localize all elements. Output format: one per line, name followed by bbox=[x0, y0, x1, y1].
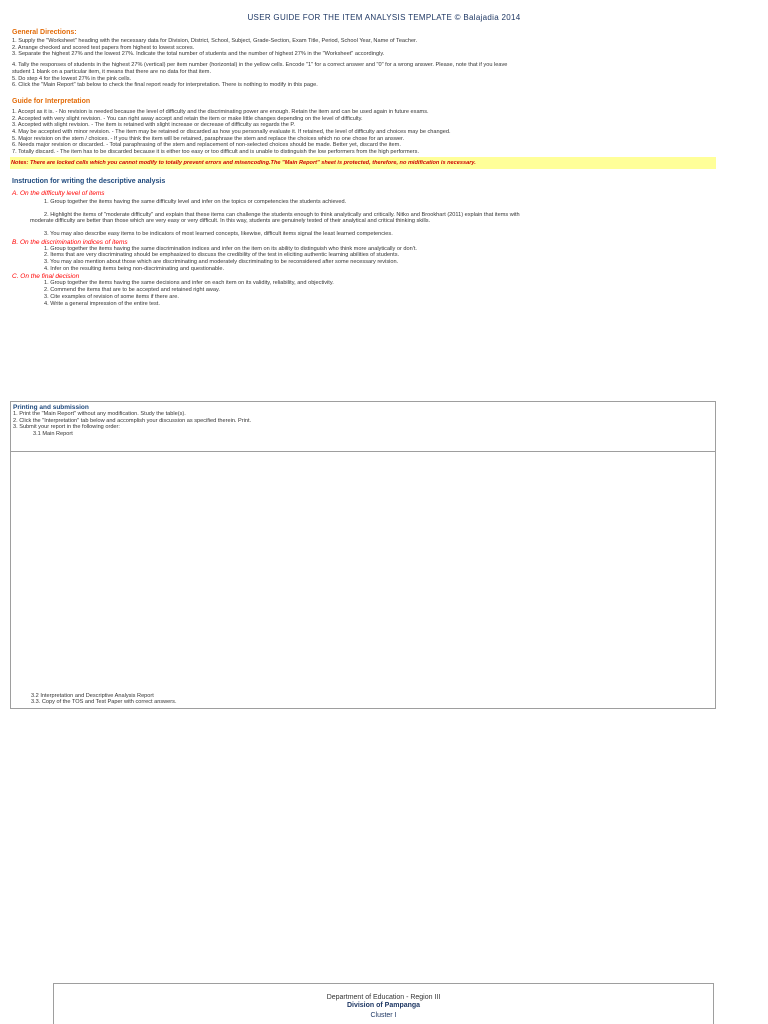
footer-cluster: Cluster I bbox=[370, 1012, 397, 1019]
guide-line: 6. Needs major revision or discarded. - Total paraphrasing of the stem and replacement of non-selected choices should be made. Better yet, discard the item. bbox=[12, 142, 401, 149]
final-decision-heading: C. On the final decision bbox=[12, 273, 80, 281]
printing-submission-box bbox=[10, 401, 716, 709]
difficulty-line: 3. You may also describe easy items to be indicators of most learned concepts, likewise, difficult items signal the least learned competencies. bbox=[44, 230, 393, 237]
general-line: 5. Do step 4 for the lowest 27% in the pink cells. bbox=[12, 75, 132, 82]
guide-line: 7. Totally discard. - The item has to be discarded because it is either too easy or too difficult and is unable to distinguish the low performers from the high performers. bbox=[12, 149, 419, 156]
discrimination-line: 3. You may also mention about those which are discriminating and moderately discriminating to be reconsidered after some necessary revision. bbox=[44, 259, 399, 266]
printing-sub-item: 3.1 Main Report bbox=[33, 431, 73, 438]
printing-sub-item: 3.3. Copy of the TOS and Test Paper with correct answers. bbox=[31, 699, 177, 706]
guide-for-interpretation bbox=[0, 98, 768, 156]
guide-heading: Guide for Interpretation bbox=[12, 97, 91, 105]
general-line: 6. Click the "Main Report" tab below to check the final report ready for interpretation. There is nothing to modify in this page. bbox=[12, 82, 318, 89]
guide-line: 5. Major revision on the stem / choices. - If you think the item will be retained, paraphrase the stem and replace the choices which no one chose for an answer. bbox=[12, 135, 405, 142]
discrimination-heading: B. On the discrimination indices of items bbox=[12, 238, 128, 246]
printing-heading: Printing and submission bbox=[13, 404, 89, 411]
guide-line: 4. May be accepted with minor revision. - The item may be retained or discarded as how you personally evaluate it. If retained, the level of difficulty and choices may be changed. bbox=[12, 129, 451, 136]
difficulty-line: 2. Highlight the items of "moderate difficulty" and explain that these items can challenge the students enough to think analytically and critically. Nitko and Brookhart (2011) explain that items with bbox=[44, 211, 520, 218]
final-decision-line: 1. Group together the items having the same decisions and infer on each item on its validity, reliability, and objectivity. bbox=[44, 280, 334, 287]
printing-line: 3. Submit your report in the following order: bbox=[13, 424, 120, 431]
guide-line: 2. Accepted with very slight revision. - You can right away accept and retain the item or make little changes depending on the level of difficulty. bbox=[12, 115, 363, 122]
final-decision-line: 4. Write a general impression of the entire test. bbox=[44, 300, 160, 307]
guide-line: 1. Accept as it is. - No revision is needed because the level of difficulty and the discriminating power are enough. Retain the item and can be used again in future exams. bbox=[12, 108, 429, 115]
footer-block bbox=[53, 983, 714, 1024]
final-decision-line: 2. Commend the items that are to be accepted and retained right away. bbox=[44, 287, 220, 294]
locked-cells-note: Notes: There are locked cells which you cannot modify to totally prevent errors and misencoding.The "Main Report" sheet is protected, therefore, no midification is necessary. bbox=[10, 157, 716, 169]
footer-division: Division of Pampanga bbox=[346, 1002, 421, 1009]
general-directions bbox=[0, 29, 768, 89]
discrimination-line: 2. Items that are very discriminating should be emphasized to discuss the credibility of the test in eliciting authentic learning abilities of students. bbox=[44, 252, 400, 259]
footer-department: Department of Education - Region III bbox=[326, 994, 441, 1001]
difficulty-line: 1. Group together the items having the same difficulty level and infer on the topics or competencies the students achieved. bbox=[44, 198, 347, 205]
printing-sub-item: 3.2 Interpretation and Descriptive Analysis Report bbox=[31, 692, 154, 699]
instruction-heading: Instruction for writing the descriptive analysis bbox=[12, 177, 166, 185]
page-title: USER GUIDE FOR THE ITEM ANALYSIS TEMPLATE © Balajadia 2014 bbox=[247, 13, 521, 22]
guide-line: 3. Accepted with slight revision. - The item is retained with slight increase or decrease of difficulty as regards the P. bbox=[12, 122, 295, 129]
general-line: 4. Tally the responses of students in the highest 27% (vertical) per item number (horizontal) in the yellow cells. Encode "1" for a correct answer and "0" for a wrong answer. Please, note that if you leave bbox=[12, 62, 508, 69]
general-line: 1. Supply the "Worksheet" heading with the necessary data for Division, District, School, Subject, Grade-Section, Exam Title, Period, School Year, Name of Teacher. bbox=[12, 38, 418, 44]
general-directions-heading: General Directions: bbox=[12, 29, 77, 36]
final-decision-line: 3. Cite examples of revision of some items if there are. bbox=[44, 293, 179, 300]
printing-lower bbox=[11, 693, 715, 708]
difficulty-heading: A. On the difficulty level of items bbox=[12, 189, 105, 197]
discrimination-line: 4. Infer on the resulting items being non-discriminating and questionable. bbox=[44, 265, 225, 272]
printing-line: 1. Print the "Main Report" without any modification. Study the table(s). bbox=[13, 411, 186, 417]
general-line: 3. Separate the highest 27% and the lowest 27%. Indicate the total number of students and the number of highest 27% in the "Worksheet" accordingly. bbox=[12, 51, 385, 58]
instruction-section bbox=[0, 178, 768, 307]
discrimination-line: 1. Group together the items having the same discrimination indices and infer on the item on its ability to distinguish who think more analytically or don't. bbox=[44, 245, 417, 252]
general-line: student 1 blank on a particular item, it means that there are no data for that item. bbox=[12, 68, 211, 75]
difficulty-line: moderate difficulty are better than those which are very easy or very difficult. In this way, students are genuinely tested of their analytical and critical thinking skills. bbox=[30, 218, 431, 225]
general-line: 2. Arrange checked and scored test papers from highest to lowest scores. bbox=[12, 44, 195, 51]
printing-upper bbox=[11, 402, 715, 452]
printing-line: 2. Click the "Interpretation" tab below and accomplish your discussion as specified therein. Print. bbox=[13, 417, 252, 424]
